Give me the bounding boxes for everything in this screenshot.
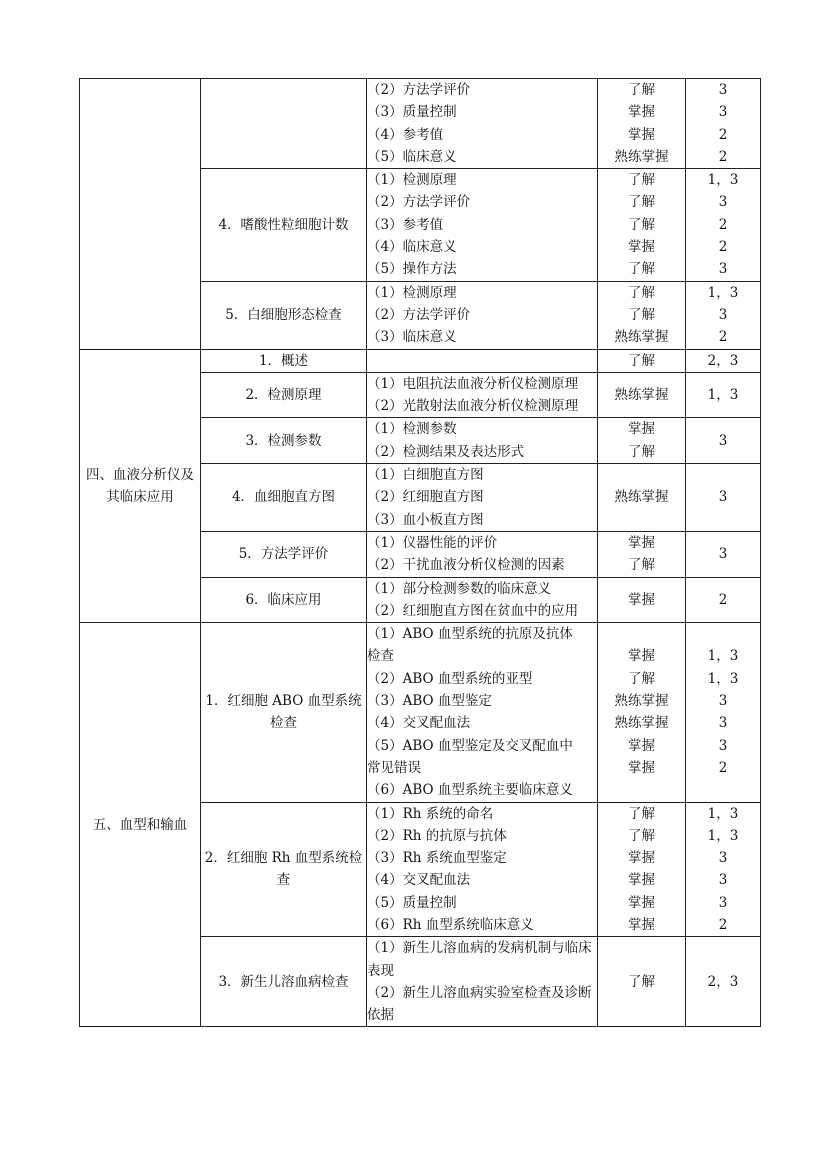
items-cell xyxy=(367,281,598,349)
reference-value: 2 xyxy=(718,239,728,256)
content-item: （5）质量控制 xyxy=(367,894,457,911)
content-item: （5）ABO 血型鉴定及交叉配血中 常见错误 xyxy=(367,737,573,776)
unit-cell: 五、血型和输血 xyxy=(80,623,201,1027)
content-item: （1）ABO 血型系统的抗原及抗体 检查 xyxy=(367,626,573,665)
content-item: （5）操作方法 xyxy=(367,261,457,278)
ref-cell xyxy=(686,531,761,577)
level-cell xyxy=(598,281,686,349)
items-cell xyxy=(367,169,598,281)
syllabus-table xyxy=(79,78,761,1027)
reference-value: 3 xyxy=(718,104,728,121)
content-item: （3）临床意义 xyxy=(367,329,457,346)
level-cell xyxy=(598,79,686,169)
content-item: （2）方法学评价 xyxy=(367,194,471,211)
reference-value: 1，3 xyxy=(707,284,739,301)
reference-value: 3 xyxy=(718,194,728,211)
requirement-level: 掌握 xyxy=(628,872,655,889)
ref-cell xyxy=(686,418,761,464)
reference-value: 1，3 xyxy=(707,827,739,844)
reference-value: 2 xyxy=(718,759,728,776)
items-cell xyxy=(367,464,598,532)
reference-value: 3 xyxy=(718,546,728,563)
reference-value: 2 xyxy=(718,126,728,143)
content-item: （2）新生儿溶血病实验室检查及诊断 依据 xyxy=(367,984,592,1024)
ref-cell xyxy=(686,937,761,1027)
requirement-level: 掌握 xyxy=(628,591,655,608)
content-item: （2）红细胞直方图 xyxy=(367,489,484,506)
ref-cell xyxy=(686,79,761,169)
requirement-level: 了解 xyxy=(628,557,655,574)
requirement-level: 了解 xyxy=(628,261,655,278)
reference-value: 1，3 xyxy=(707,805,739,822)
reference-value: 3 xyxy=(718,432,728,449)
content-item: （1）检测参数 xyxy=(367,421,457,438)
requirement-level: 掌握 xyxy=(628,104,655,121)
content-item: （1）新生儿溶血病的发病机制与临床 表现 xyxy=(367,940,592,979)
topic-cell: 4．血细胞直方图 xyxy=(201,464,367,532)
reference-value: 1，3 xyxy=(707,172,739,189)
ref-cell xyxy=(686,577,761,623)
content-item: （2）Rh 的抗原与抗体 xyxy=(367,827,507,844)
requirement-level: 了解 xyxy=(628,172,655,189)
requirement-level: 掌握 xyxy=(628,126,655,143)
requirement-level: 了解 xyxy=(628,82,655,98)
reference-value: 3 xyxy=(718,715,728,732)
reference-value: 3 xyxy=(718,850,728,867)
content-item: （6）Rh 血型系统临床意义 xyxy=(367,916,534,933)
content-item: （1）电阻抗法血液分析仪检测原理 xyxy=(367,375,579,392)
reference-value: 2 xyxy=(718,916,728,933)
reference-value: 3 xyxy=(718,489,728,506)
items-cell xyxy=(367,79,598,169)
ref-cell xyxy=(686,802,761,937)
requirement-level: 熟练掌握 xyxy=(614,329,669,346)
requirement-level: 熟练掌握 xyxy=(614,148,669,165)
content-item: （1）检测原理 xyxy=(367,284,457,301)
topic-cell: 3．检测参数 xyxy=(201,418,367,464)
content-item: （4）参考值 xyxy=(367,126,444,143)
content-item: （2）红细胞直方图在贫血中的应用 xyxy=(367,602,579,619)
items-cell xyxy=(367,372,598,418)
requirement-level: 掌握 xyxy=(628,737,655,754)
level-cell xyxy=(598,169,686,281)
reference-value: 3 xyxy=(718,693,728,710)
requirement-level: 了解 xyxy=(628,805,655,822)
syllabus-table-body xyxy=(80,79,761,1027)
reference-value: 1，3 xyxy=(707,648,739,665)
content-item: （4）交叉配血法 xyxy=(367,872,471,889)
topic-cell: 1．红细胞 ABO 血型系统检查 xyxy=(201,623,367,802)
level-cell xyxy=(598,349,686,372)
requirement-level: 熟练掌握 xyxy=(614,387,669,403)
requirement-level: 掌握 xyxy=(628,239,655,256)
content-item: （3）ABO 血型鉴定 xyxy=(367,693,492,710)
topic-cell: 2．红细胞 Rh 血型系统检查 xyxy=(201,802,367,937)
level-cell xyxy=(598,372,686,418)
content-item: （2）方法学评价 xyxy=(367,306,471,323)
ref-cell xyxy=(686,372,761,418)
content-item: （2）光散射法血液分析仪检测原理 xyxy=(367,398,579,415)
ref-cell xyxy=(686,623,761,802)
ref-cell xyxy=(686,464,761,532)
requirement-level: 了解 xyxy=(628,216,655,233)
table-row xyxy=(80,79,761,169)
unit-cell: 四、血液分析仪及其临床应用 xyxy=(80,349,201,623)
ref-cell xyxy=(686,349,761,372)
requirement-level: 熟练掌握 xyxy=(614,715,669,732)
items-cell xyxy=(367,937,598,1027)
topic-cell xyxy=(201,79,367,169)
reference-value: 2 xyxy=(718,591,728,608)
reference-value: 3 xyxy=(718,261,728,278)
content-item: （4）临床意义 xyxy=(367,239,457,256)
reference-value: 3 xyxy=(718,894,728,911)
ref-cell xyxy=(686,169,761,281)
level-cell xyxy=(598,464,686,532)
topic-cell: 5．白细胞形态检查 xyxy=(201,281,367,349)
requirement-level: 了解 xyxy=(628,352,655,369)
items-cell xyxy=(367,531,598,577)
items-cell xyxy=(367,349,598,372)
requirement-level: 掌握 xyxy=(628,648,655,665)
topic-cell: 3．新生儿溶血病检查 xyxy=(201,937,367,1027)
level-cell xyxy=(598,937,686,1027)
requirement-level: 掌握 xyxy=(628,894,655,911)
requirement-level: 了解 xyxy=(628,973,655,990)
topic-cell: 2．检测原理 xyxy=(201,372,367,418)
requirement-level: 掌握 xyxy=(628,421,655,438)
requirement-level: 熟练掌握 xyxy=(614,693,669,710)
requirement-level: 了解 xyxy=(628,284,655,301)
ref-cell xyxy=(686,281,761,349)
requirement-level: 掌握 xyxy=(628,759,655,776)
topic-cell: 5．方法学评价 xyxy=(201,531,367,577)
content-item: （6）ABO 血型系统主要临床意义 xyxy=(367,782,573,799)
requirement-level: 了解 xyxy=(628,827,655,844)
reference-value: 2 xyxy=(718,148,728,165)
requirement-level: 了解 xyxy=(628,670,655,687)
content-item: （4）交叉配血法 xyxy=(367,715,471,732)
level-cell xyxy=(598,577,686,623)
items-cell xyxy=(367,623,598,802)
unit-cell xyxy=(80,79,201,350)
reference-value: 3 xyxy=(718,82,728,98)
level-cell xyxy=(598,623,686,802)
items-cell xyxy=(367,577,598,623)
reference-value: 2 xyxy=(718,216,728,233)
reference-value: 2 xyxy=(718,329,728,346)
content-item: （1）白细胞直方图 xyxy=(367,467,484,484)
items-cell xyxy=(367,418,598,464)
content-item: （1）Rh 系统的命名 xyxy=(367,805,494,822)
table-row xyxy=(80,349,761,372)
items-cell xyxy=(367,802,598,937)
level-cell xyxy=(598,802,686,937)
requirement-level: 了解 xyxy=(628,306,655,323)
requirement-level: 掌握 xyxy=(628,534,655,551)
table-row xyxy=(80,623,761,802)
content-item: （5）临床意义 xyxy=(367,148,457,165)
content-item: （3）血小板直方图 xyxy=(367,511,484,528)
level-cell xyxy=(598,531,686,577)
reference-value: 1，3 xyxy=(707,387,739,403)
requirement-level: 了解 xyxy=(628,194,655,211)
reference-value: 2，3 xyxy=(707,352,739,369)
content-item: （3）Rh 系统血型鉴定 xyxy=(367,850,507,867)
level-cell xyxy=(598,418,686,464)
reference-value: 3 xyxy=(718,737,728,754)
content-item: （2）干扰血液分析仪检测的因素 xyxy=(367,557,565,574)
requirement-level: 掌握 xyxy=(628,850,655,867)
requirement-level: 了解 xyxy=(628,443,655,460)
content-item: （2）检测结果及表达形式 xyxy=(367,443,525,460)
content-item: （1）检测原理 xyxy=(367,172,457,189)
topic-cell: 4．嗜酸性粒细胞计数 xyxy=(201,169,367,281)
content-item: （3）参考值 xyxy=(367,216,444,233)
reference-value: 2，3 xyxy=(707,973,739,990)
requirement-level: 熟练掌握 xyxy=(614,489,669,506)
topic-cell: 1．概述 xyxy=(201,349,367,372)
reference-value: 3 xyxy=(718,306,728,323)
content-item: （3）质量控制 xyxy=(367,104,457,121)
content-item: （2）方法学评价 xyxy=(367,82,471,98)
reference-value: 3 xyxy=(718,872,728,889)
content-item: （1）部分检测参数的临床意义 xyxy=(367,580,552,597)
requirement-level: 掌握 xyxy=(628,916,655,933)
topic-cell: 6．临床应用 xyxy=(201,577,367,623)
content-item: （1）仪器性能的评价 xyxy=(367,534,498,551)
reference-value: 1，3 xyxy=(707,670,739,687)
content-item: （2）ABO 血型系统的亚型 xyxy=(367,670,533,687)
